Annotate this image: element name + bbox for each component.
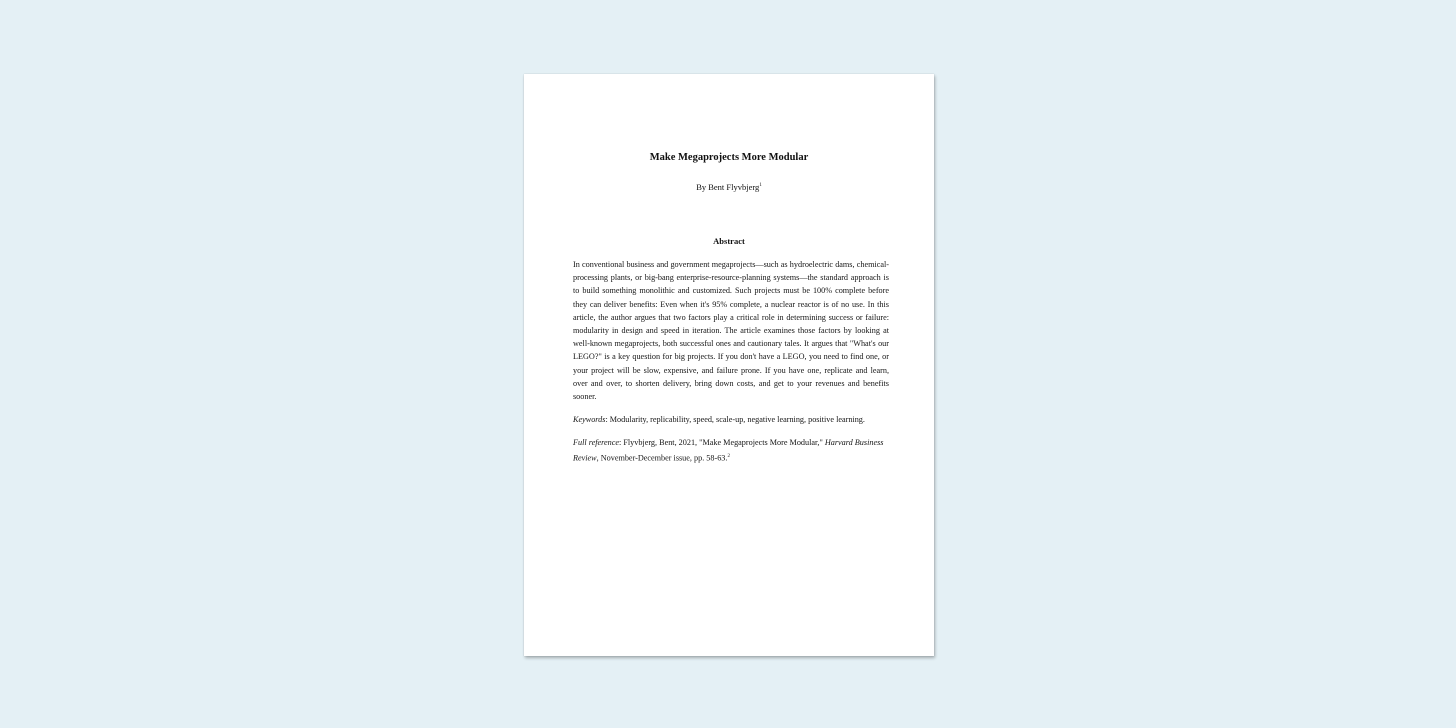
keywords-label: Keywords — [573, 415, 606, 425]
reference-tail: , November-December issue, pp. 58-63. — [596, 453, 728, 463]
full-reference — [573, 436, 889, 464]
author-name: By Bent Flyvbjerg — [696, 182, 760, 192]
abstract-text: In conventional business and government megaprojects—such as hydroelectric dams, chemical-processing plants, or big-bang enterprise-resource-planning systems—the standard approach is to build something monolithic and customized. Such projects must be 100% complete before they can deliver benefits: Even when it's 95% complete, a nuclear reactor is of no use. In this article, the author argues that two factors play a critical role in determining success or failure: modularity in design and speed in iteration. The article examines those factors by looking at well-known megaprojects, both successful ones and cautionary tales. It argues that "What's our LEGO?" is a key question for big projects. If you don't have a LEGO, you need to find one, or your project will be slow, expensive, and failure prone. If you have one, replicate and learn, over and over, to shorten delivery, bring down costs, and get to your revenues and benefits sooner. — [573, 260, 889, 402]
paper-content — [573, 258, 889, 465]
paper-title: Make Megaprojects More Modular — [649, 152, 809, 163]
paper-page — [524, 74, 934, 656]
keywords — [573, 413, 889, 426]
reference-label: Full reference — [573, 438, 619, 448]
keywords-text: : Modularity, replicability, speed, scale-up, negative learning, positive learning. — [605, 415, 865, 425]
author-footnote-marker: 1 — [759, 183, 762, 189]
reference-footnote-marker: 2 — [727, 453, 730, 459]
author-byline — [524, 182, 934, 192]
reference-journal: Harvard Business Review — [573, 438, 884, 463]
reference-text: : Flyvbjerg, Bent, 2021, "Make Megaprojects More Modular," — [619, 438, 825, 448]
abstract-heading: Abstract — [713, 236, 745, 246]
